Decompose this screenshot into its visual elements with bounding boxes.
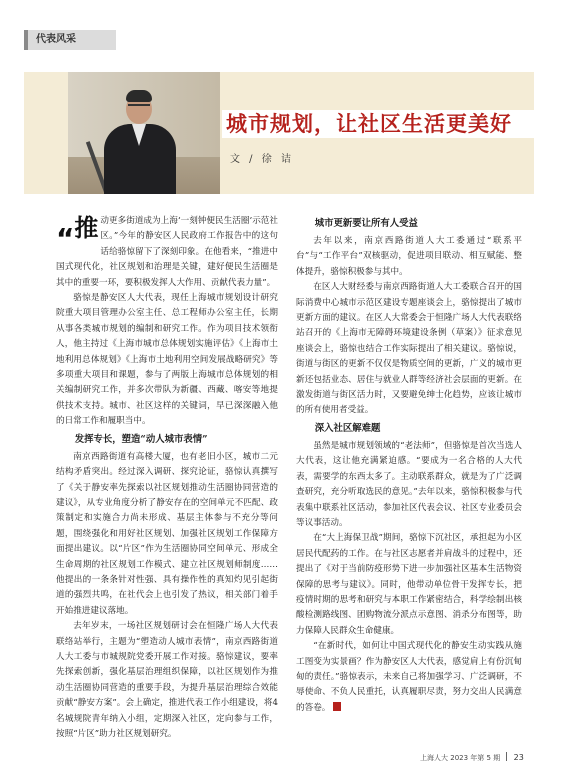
lead-paragraph: “推 动更多街道成为上海‘一刻钟便民生活圈’示范社区。”今年的静安区人民政府工作报告中的这句话给骆惊留下了深刻印象。在他看来，“推进中国式现代化，社区规划和治理是关键，建好便民生活圈是其中的重要一环，要积极发挥人大作用、贡献代表力量”。 [56, 214, 278, 288]
subheading: 发挥专长，塑造“动人城市表情” [74, 433, 208, 445]
issue-label: 2023 年第 5 期 [450, 754, 501, 762]
paragraph: 南京西路街道有高楼大厦，也有老旧小区，城市二元结构矛盾突出。经过深入调研、探究论证，骆惊认真撰写了《关于静安率先探索以社区规划推动生活圈协同营造的建议》，从专业角度分析了静安存在的空间单元不匹配、政策制定和实施合力尚未形成、基层主体参与不充分等问题，围绕强化和用好社区规划、加强社区规划工作保障方面提出建议。以“片区”作为生活圈协同空间单元、形成全生命周期的社区规划工作模式、建立社区规划师制度……他提出的一条条针对性强、具有操作性的真知灼见引起街道的强烈共鸣，在社代会上也引发了热议，相关部门着手开始推进建议落地。 [56, 451, 278, 616]
section-tab: 代表风采 [24, 30, 116, 50]
paragraph: 骆惊是静安区人大代表，现任上海城市规划设计研究院重大项目管理办公室主任、总工程师办公室主任，长期从事各类城市规划的编制和研究工作。作为项目技术领衔人，他主持过《上海市城市总体规划实施评估》《上海市土地利用总体规划》《上海市土地利用空间发展战略研究》等多项重大项目和课题，参与了两版上海城市总体规划的相关编制研究工作，并多次带队为新疆、西藏、喀安等地提供技术支持。城市、社区这样的关键词，早已深深融入他的日常工作和履职当中。 [56, 293, 278, 427]
subheading: 城市更新要让所有人受益 [314, 218, 418, 229]
drop-cap: “推 [56, 214, 99, 255]
author-photo [68, 72, 220, 194]
magazine-name: 上海人大 [420, 754, 448, 762]
paragraph: “在新时代，如何让中国式现代化的静安生动实践从施工图变为实景画？作为静安区人大代表，感觉肩上有份沉甸甸的责任。”骆惊表示，未来自己将加强学习、广泛调研，不辱使命、不负人民重托，认真履职尽责，努力交出人民满意的答卷。 [296, 641, 522, 713]
paragraph: 去年岁末，一场社区规划研讨会在恒隆广场人大代表联络站举行，主题为“塑造动人城市表情”，南京西路街道人大工委与市城规院党委开展工作对接。骆惊建议，要率先探索创新，强化基层治理组织保障，以社区规划作为推动生活圈协同营造的重要手段，为提升基层治理综合效能贡献“静安方案”。会上确定，推进代表工作小组建设，将4名城规院青年纳入小组，定期深入社区，定向参与工作，按照“片区”助力社区规划研究。 [56, 621, 278, 739]
page-number: 23 [513, 753, 524, 762]
paragraph: 在“大上海保卫战”期间，骆惊下沉社区，承担起为小区居民代配药的工作。在与社区志愿者并肩战斗的过程中，还提出了《对于当前防疫形势下进一步加强社区基本生活物资保障的思考与建议》。同时，他带动单位骨干发挥专长，把疫情时期的思考和研究与本职工作紧密结合，科学绘制出核酸检测路线图、团购物流分派点示意图、消杀分布图等，助力保障人民群众生命健康。 [296, 533, 522, 636]
article-title: 城市规划，让社区生活更美好 [226, 111, 512, 136]
paragraph: 去年以来，南京西路街道人大工委通过“联系平台”与“工作平台”双核驱动，促进项目联动、相互赋能、整体提升，骆惊积极参与其中。 [296, 236, 522, 277]
right-column [296, 214, 522, 716]
paragraph: 虽然是城市规划领域的“老法师”，但骆惊是首次当选人大代表，这让他充满紧迫感。“要成为一名合格的人大代表，需要学的东西太多了。主动联系群众，就是为了广泛调查研究，充分听取选民的意见。”去年以来，骆惊积极参与代表集中联系社区活动，参加社区代表会议、社区专业委员会等议事活动。 [296, 440, 522, 528]
paragraph: 在区人大财经委与南京西路街道人大工委联合召开的国际消费中心城市示范区建设专题座谈会上，骆惊提出了城市更新方面的建议。在区人大常委会于恒隆广场人大代表联络站召开的《上海市无障碍环境建设条例（草案）》征求意见座谈会上，骆惊也结合工作实际提出了相关建议。骆惊说，街道与街区的更新不仅仅是物质空间的更新，广义的城市更新还包括业态、居住与就业人群等经济社会层面的更新。在激发街道与街区活力时，又要避免绅士化趋势，应该让城市的所有使用者受益。 [296, 282, 522, 416]
article-author: 文 / 徐 诘 [230, 154, 294, 165]
left-column [56, 214, 278, 742]
page-footer [420, 752, 524, 763]
footer-divider [506, 752, 507, 761]
subheading: 深入社区解难题 [314, 422, 381, 434]
end-mark-icon [333, 702, 341, 711]
